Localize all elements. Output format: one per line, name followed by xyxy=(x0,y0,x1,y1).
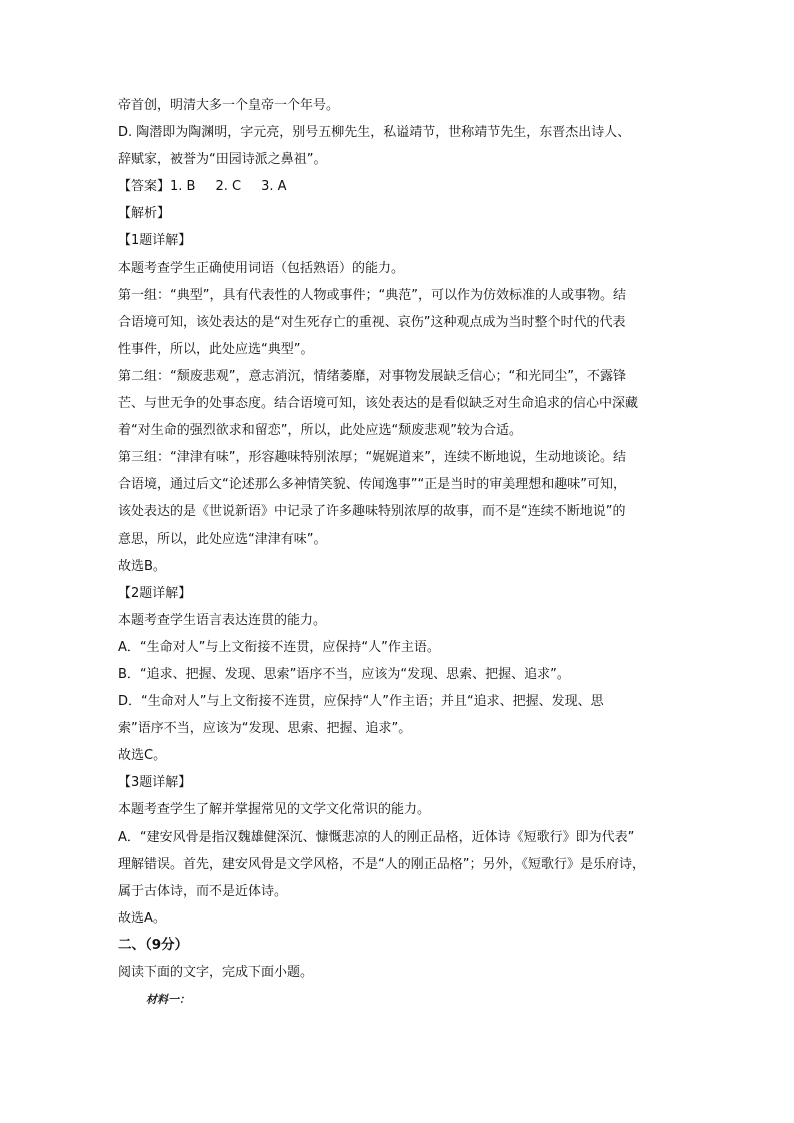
text-line: 本题考查学生语言表达连贯的能力。 xyxy=(118,612,327,628)
question-3-heading: 【3题详解】 xyxy=(118,775,192,791)
text-line: 第二组：“颓废悲观”，意志消沉，情绪萎靡，对事物发展缺乏信心；“和光同尘”，不露锋 xyxy=(118,368,626,384)
text-line: B．“追求、把握、发现、思索”语序不当，应该为“发现、思索、把握、追求”。 xyxy=(118,666,570,682)
text-line: 故选B。 xyxy=(118,558,166,574)
answer-item: 3. A xyxy=(261,179,287,195)
answer-item: 2. C xyxy=(215,179,242,195)
text-line: 着“对生命的强烈欲求和留恋”，所以，此处应选“颓废悲观”较为合适。 xyxy=(118,423,522,439)
text-line: 该处表达的是《世说新语》中记录了许多趣味特别浓厚的故事，而不是“连续不断地说”的 xyxy=(118,504,626,520)
analysis-heading: 【解析】 xyxy=(118,206,171,222)
answer-line xyxy=(118,173,686,200)
text-line: 故选A。 xyxy=(118,910,166,926)
text-line: 本题考查学生了解并掌握常见的文学文化常识的能力。 xyxy=(118,802,431,818)
text-line: D．“生命对人”与上文衔接不连贯，应保持“人”作主语；并且“追求、把握、发现、思 xyxy=(118,694,604,710)
page-content xyxy=(118,92,686,1013)
question-2-heading: 【2题详解】 xyxy=(118,585,192,601)
text-line: 辞赋家，被誉为“田园诗派之鼻祖”。 xyxy=(118,152,327,168)
text-line: 第三组：“津津有味”，形容趣味特别浓厚；“娓娓道来”，连续不断地说，生动地谈论。结 xyxy=(118,450,626,466)
text-line: 合语境，通过后文“论述那么多神情笑貌、传闻逸事”“正是当时的审美理想和趣味”可知， xyxy=(118,477,626,493)
section-heading: 二、（9分） xyxy=(118,936,189,953)
text-line: D. 陶潜即为陶渊明，字元亮，别号五柳先生，私谥靖节，世称靖节先生，东晋杰出诗人、 xyxy=(118,125,631,141)
text-line: 索”语序不当，应该为“发现、思索、把握、追求”。 xyxy=(118,721,412,737)
text-line: 合语境可知，该处表达的是“对生死存亡的重视、哀伤”这种观点成为当时整个时代的代表 xyxy=(118,314,626,330)
text-line: 本题考查学生正确使用词语（包括熟语）的能力。 xyxy=(118,260,405,276)
question-1-heading: 【1题详解】 xyxy=(118,233,192,249)
text-line: 意思，所以，此处应选“津津有味”。 xyxy=(118,531,327,547)
text-line: A．“生命对人”与上文衔接不连贯，应保持“人”作主语。 xyxy=(118,639,440,655)
text-line: 属于古体诗，而不是近体诗。 xyxy=(118,883,288,899)
text-line: 理解错误。首先，建安风骨是文学风格，不是“人的刚正品格”；另外，《短歌行》是乐府诗， xyxy=(118,856,645,872)
answer-label: 【答案】 xyxy=(118,179,171,195)
text-line: 第一组：“典型”，具有代表性的人物或事件；“典范”，可以作为仿效标准的人或事物。结 xyxy=(118,287,626,303)
instruction-text: 阅读下面的文字，完成下面小题。 xyxy=(118,965,314,980)
text-line: 芒、与世无争的处事态度。结合语境可知，该处表达的是看似缺乏对生命追求的信心中深藏 xyxy=(118,396,639,412)
text-line: 性事件，所以，此处应选“典型”。 xyxy=(118,341,314,357)
text-line: A．“建安风骨是指汉魏雄健深沉、慷慨悲凉的人的刚正品格，近体诗《短歌行》即为代表” xyxy=(118,829,635,845)
text-line: 帝首创，明清大多一个皇帝一个年号。 xyxy=(118,98,340,113)
text-line: 故选C。 xyxy=(118,748,167,764)
material-label: 材料一： xyxy=(146,993,190,1007)
answer-item: 1. B xyxy=(170,179,196,195)
